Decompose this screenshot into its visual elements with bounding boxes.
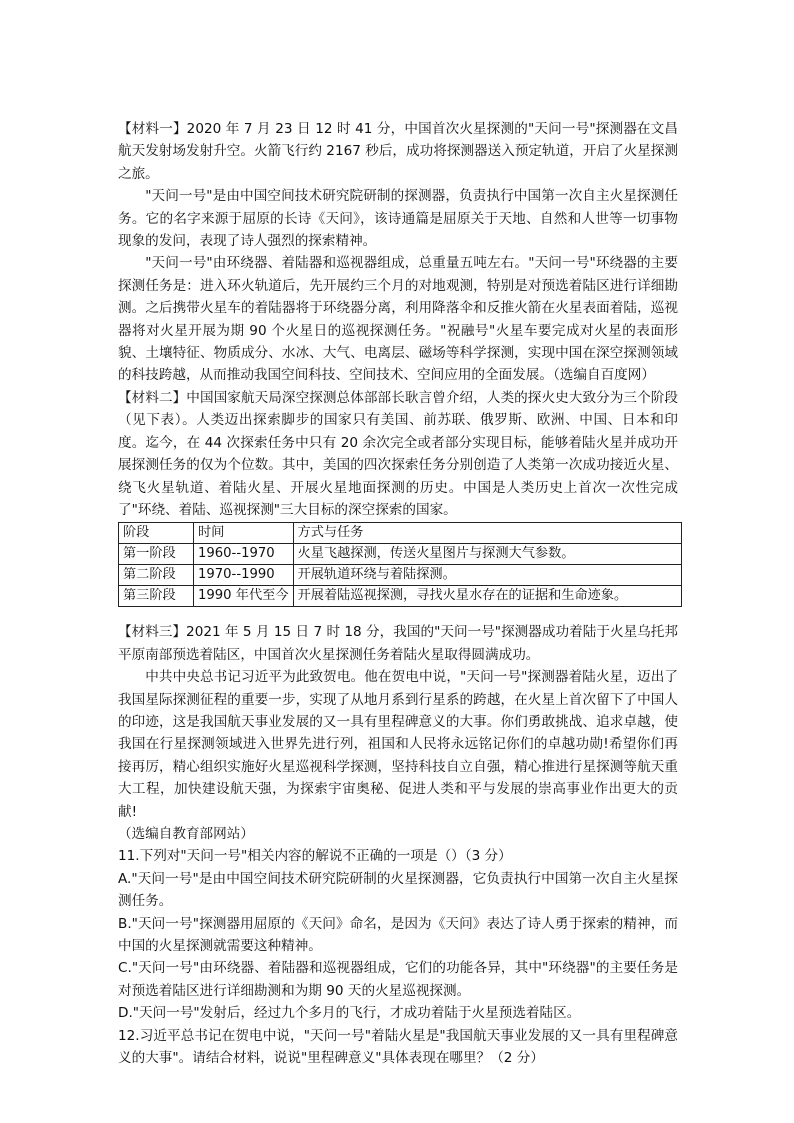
material2-paragraph-1: 【材料二】中国国家航天局深空探测总体部部长耿言曾介绍，人类的探火史大致分为三个阶段（见下表）。人类迈出探索脚步的国家只有美国、前苏联、俄罗斯、欧洲、中国、日本和印度。迄今，在 44 次探索任务中只有 20 余次完全或者部分实现目标，能够着陆火星并成功开展探测任务的仅为个位数。其中，美国的四次探索任务分别创造了人类第一次成功接近火星、绕飞火星轨道、着陆火星、开展火星地面探测的历史。中国是人类历史上首次一次性完成了"环绕、着陆、巡视探测"三大目标的深空探索的国家。 <box>118 389 678 518</box>
material1-paragraph-2: "天问一号"是由中国空间技术研究院研制的探测器，负责执行中国第一次自主火星探测任务。它的名字来源于屈原的长诗《天问》，该诗通篇是屈原关于天地、自然和人世等一切事物现象的发问，表现了诗人强烈的探索精神。 <box>118 188 678 250</box>
table-cell: 第三阶段 <box>119 586 194 607</box>
question-11-option-d: D."天问一号"发射后，经过九个多月的飞行，才成功着陆于火星预选着陆区。 <box>118 1005 581 1022</box>
table-header-cell: 方式与任务 <box>293 523 681 544</box>
question-11-stem: 11.下列对"天问一号"相关内容的解说不正确的一项是（）（3 分） <box>118 848 512 865</box>
mars-exploration-stages-table <box>118 522 682 607</box>
table-cell: 火星飞越探测，传送火星图片与探测大气参数。 <box>293 544 681 565</box>
material1-paragraph-3: "天问一号"由环绕器、着陆器和巡视器组成，总重量五吨左右。"天问一号"环绕器的主要探测任务是：进入环火轨道后，先开展约三个月的对地观测，特别是对预选着陆区进行详细勘测。之后携带火星车的着陆器将于环绕器分离，利用降落伞和反推火箭在火星表面着陆，巡视器将对火星开展为期 90 个火星日的巡视探测任务。"祝融号"火星车要完成对火星的表面形貌、土壤特征、物质成分、水冰、大气、电离层、磁场等科学探测，实现中国在深空探测领域的科技跨越，从而推动我国空间科技、空间技术、空间应用的全面发展。（选编自百度网） <box>118 255 678 384</box>
table-row <box>119 565 682 586</box>
material3-paragraph-1: 【材料三】2021 年 5 月 15 日 7 时 18 分，我国的"天问一号"探测器成功着陆于火星乌托邦平原南部预选着陆区，中国首次火星探测任务着陆火星取得圆满成功。 <box>118 624 678 663</box>
table-cell: 开展轨道环绕与着陆探测。 <box>293 565 681 586</box>
question-11-option-b: B."天问一号"探测器用屈原的《天问》命名，是因为《天问》表达了诗人勇于探索的精神，而中国的火星探测就需要这种精神。 <box>118 915 678 954</box>
material1-paragraph-1: 【材料一】2020 年 7 月 23 日 12 时 41 分，中国首次火星探测的"天问一号"探测器在文昌航天发射场发射升空。火箭飞行约 2167 秒后，成功将探测器送入预定轨道，开启了火星探测之旅。 <box>118 121 678 182</box>
table-cell: 1960--1970 <box>194 544 294 565</box>
question-11-option-a: A."天问一号"是由中国空间技术研究院研制的火星探测器，它负责执行中国第一次自主火星探测任务。 <box>118 870 678 910</box>
table-row <box>119 586 682 607</box>
material3-paragraph-2: 中共中央总书记习近平为此致贺电。他在贺电中说，"天问一号"探测器着陆火星，迈出了我国星际探测征程的重要一步，实现了从地月系到行星系的跨越，在火星上首次留下了中国人的印迹，这是我国航天事业发展的又一具有里程碑意义的大事。你们勇敢挑战、追求卓越，使我国在行星探测领域进入世界先进行列，祖国和人民将永远铭记你们的卓越功勋!希望你们再接再厉，精心组织实施好火星巡视科学探测，坚持科技自立自强，精心推进行星探测等航天重大工程，加快建设航天强，为探索宇宙奥秘、促进人类和平与发展的崇高事业作出更大的贡献! <box>118 669 678 820</box>
table-cell: 1990 年代至今 <box>194 586 294 607</box>
table-cell: 第一阶段 <box>119 544 194 565</box>
table-cell: 第二阶段 <box>119 565 194 586</box>
material3-source: （选编自教育部网站） <box>118 825 254 842</box>
table-cell: 1970--1990 <box>194 565 294 586</box>
table-row <box>119 544 682 565</box>
table-cell: 开展着陆巡视探测，寻找火星水存在的证据和生命迹象。 <box>293 586 681 607</box>
question-12-stem: 12.习近平总书记在贺电中说，"天问一号"着陆火星是"我国航天事业发展的又一具有里程碑意义的大事"。请结合材料，说说"里程碑意义"具体表现在哪里？（2 分） <box>118 1027 678 1067</box>
question-11-option-c: C."天问一号"由环绕器、着陆器和巡视器组成，它们的功能各异，其中"环绕器"的主要任务是对预选着陆区进行详细勘测和为期 90 天的火星巡视探测。 <box>118 960 678 999</box>
table-header-cell: 时间 <box>194 523 294 544</box>
table-header-row <box>119 523 682 544</box>
table-header-cell: 阶段 <box>119 523 194 544</box>
document-body <box>118 118 678 1069</box>
